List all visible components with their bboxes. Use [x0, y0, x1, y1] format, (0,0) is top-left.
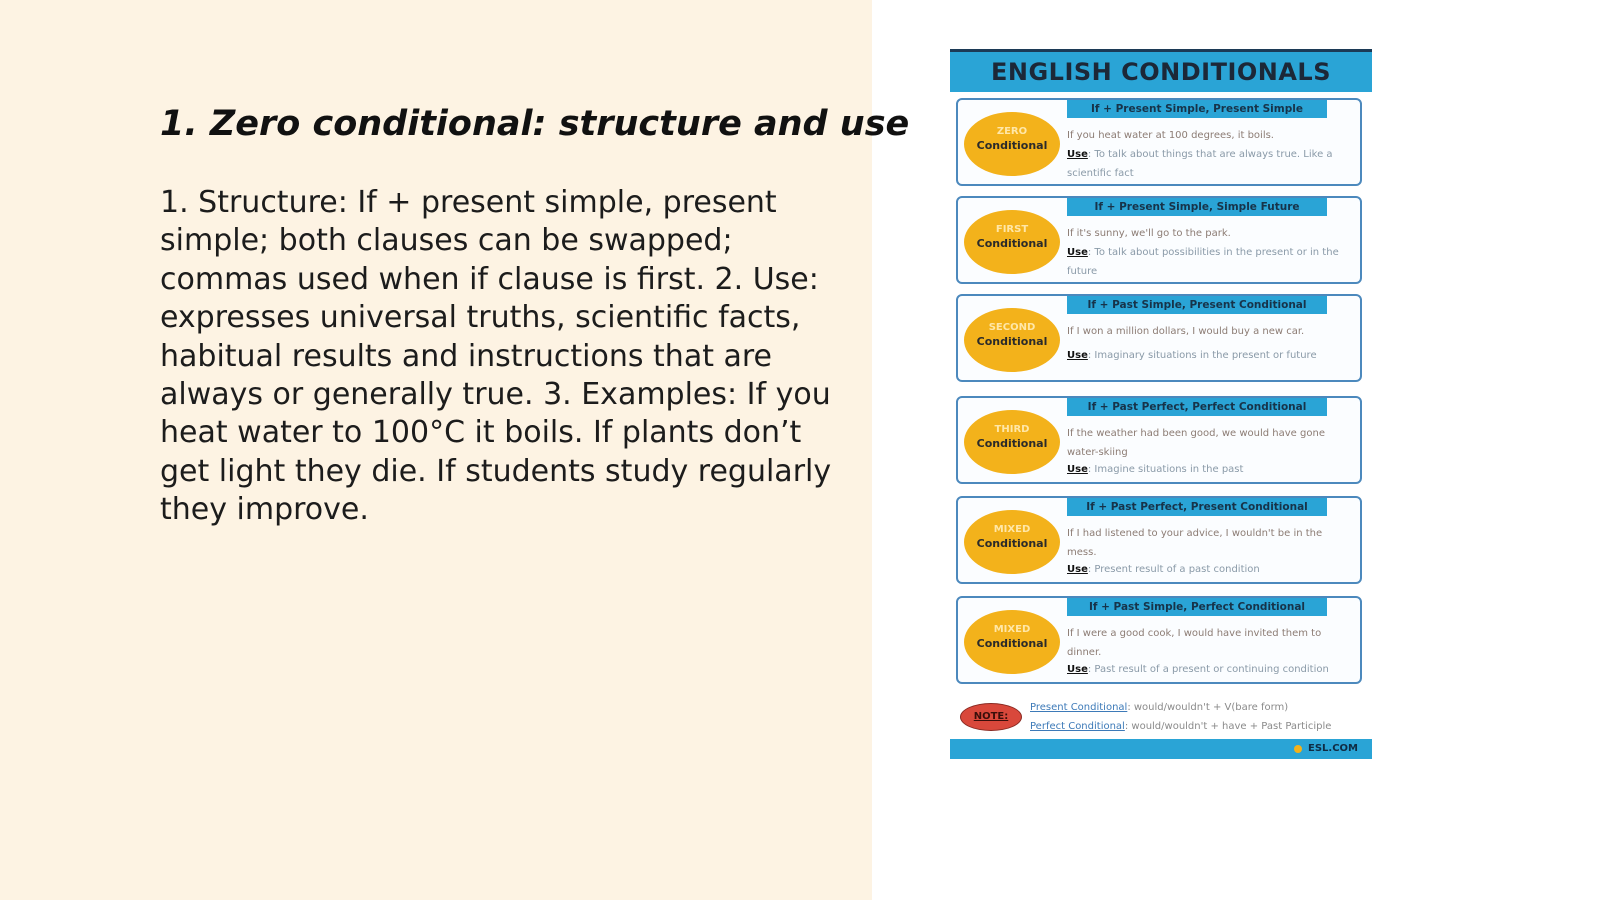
card-use-line: [1067, 145, 1352, 183]
card-type-badge: [964, 610, 1060, 674]
use-key: Use: [1067, 564, 1088, 575]
badge-conditional-text: Conditional: [976, 637, 1048, 650]
infographic-footer: [950, 739, 1372, 759]
conditional-cards: [950, 92, 1372, 686]
badge-conditional-text: Conditional: [976, 237, 1048, 250]
note-text-present: : would/wouldn't + V(bare form): [1127, 702, 1289, 713]
use-text: : To talk about possibilities in the present or in the future: [1067, 247, 1339, 277]
conditional-card-first: [956, 196, 1362, 284]
use-key: Use: [1067, 464, 1088, 475]
conditional-card-zero: [956, 98, 1362, 186]
card-example-sentence: If I were a good cook, I would have invited them to dinner.: [1067, 628, 1322, 658]
badge-type-name: MIXED: [993, 624, 1031, 635]
note-lines: [1030, 698, 1365, 736]
infographic-title: ENGLISH CONDITIONALS: [950, 52, 1372, 92]
card-example-sentence: If it's sunny, we'll go to the park.: [1067, 228, 1231, 239]
conditional-card-second: [956, 294, 1362, 382]
badge-type-name: SECOND: [988, 322, 1036, 333]
note-section: [950, 697, 1372, 737]
conditional-card-mixed-1: [956, 496, 1362, 584]
card-use-line: [1067, 346, 1352, 365]
card-use-line: [1067, 243, 1352, 281]
card-example-sentence: If you heat water at 100 degrees, it boils.: [1067, 130, 1274, 141]
slide-title: 1. Zero conditional: structure and use: [160, 104, 910, 144]
note-badge: NOTE:: [960, 703, 1022, 731]
badge-conditional-text: Conditional: [976, 537, 1048, 550]
card-type-badge: [964, 112, 1060, 176]
card-structure-label: If + Past Simple, Present Conditional: [1067, 296, 1327, 314]
card-structure-label: If + Present Simple, Present Simple: [1067, 100, 1327, 118]
use-text: : Present result of a past condition: [1087, 564, 1260, 575]
use-key: Use: [1067, 664, 1088, 675]
use-key: Use: [1067, 350, 1088, 361]
badge-conditional-text: Conditional: [976, 335, 1048, 348]
card-example-sentence: If I won a million dollars, I would buy a new car.: [1067, 326, 1305, 337]
use-text: : Imagine situations in the past: [1087, 464, 1244, 475]
card-example-sentence: If I had listened to your advice, I wouldn't be in the mess.: [1067, 528, 1323, 558]
card-structure-label: If + Present Simple, Simple Future: [1067, 198, 1327, 216]
badge-type-name: FIRST: [995, 224, 1029, 235]
brand-logo-icon: [1294, 745, 1302, 753]
card-use-line: [1067, 660, 1352, 679]
use-key: Use: [1067, 247, 1088, 258]
card-example-sentence: If the weather had been good, we would have gone water-skiing: [1067, 428, 1325, 458]
conditional-card-mixed-2: [956, 596, 1362, 684]
card-structure-label: If + Past Perfect, Present Conditional: [1067, 498, 1327, 516]
footer-brand: ESL.COM: [1308, 743, 1358, 754]
english-conditionals-infographic: [950, 49, 1372, 759]
note-line-present: [1030, 698, 1365, 717]
note-text-perfect: : would/wouldn't + have + Past Participle: [1124, 721, 1332, 732]
slide-body-text: 1. Structure: If + present simple, present simple; both clauses can be swapped; commas used when if clause is first. 2. Use: expresses universal truths, scientific facts, habitual results and instructions that are always or generally true. 3. Examples: If you heat water to 100°C it boils. If plants don’t get light they die. If students study regularly they improve.: [160, 185, 832, 528]
use-key: Use: [1067, 149, 1088, 160]
badge-conditional-text: Conditional: [976, 437, 1048, 450]
card-structure-label: If + Past Simple, Perfect Conditional: [1067, 598, 1327, 616]
badge-conditional-text: Conditional: [976, 139, 1048, 152]
card-use-line: [1067, 560, 1352, 579]
card-type-badge: [964, 308, 1060, 372]
card-structure-label: If + Past Perfect, Perfect Conditional: [1067, 398, 1327, 416]
badge-type-name: THIRD: [994, 424, 1030, 435]
card-use-line: [1067, 460, 1352, 479]
note-line-perfect: [1030, 717, 1365, 736]
card-type-badge: [964, 210, 1060, 274]
badge-type-name: ZERO: [996, 126, 1028, 137]
use-text: : Imaginary situations in the present or future: [1087, 350, 1317, 361]
use-text: : To talk about things that are always true. Like a scientific fact: [1067, 149, 1333, 179]
use-text: : Past result of a present or continuing condition: [1087, 664, 1329, 675]
note-key-present: Present Conditional: [1030, 702, 1128, 713]
card-type-badge: [964, 410, 1060, 474]
note-key-perfect: Perfect Conditional: [1030, 721, 1125, 732]
badge-type-name: MIXED: [993, 524, 1031, 535]
conditional-card-third: [956, 396, 1362, 484]
card-type-badge: [964, 510, 1060, 574]
